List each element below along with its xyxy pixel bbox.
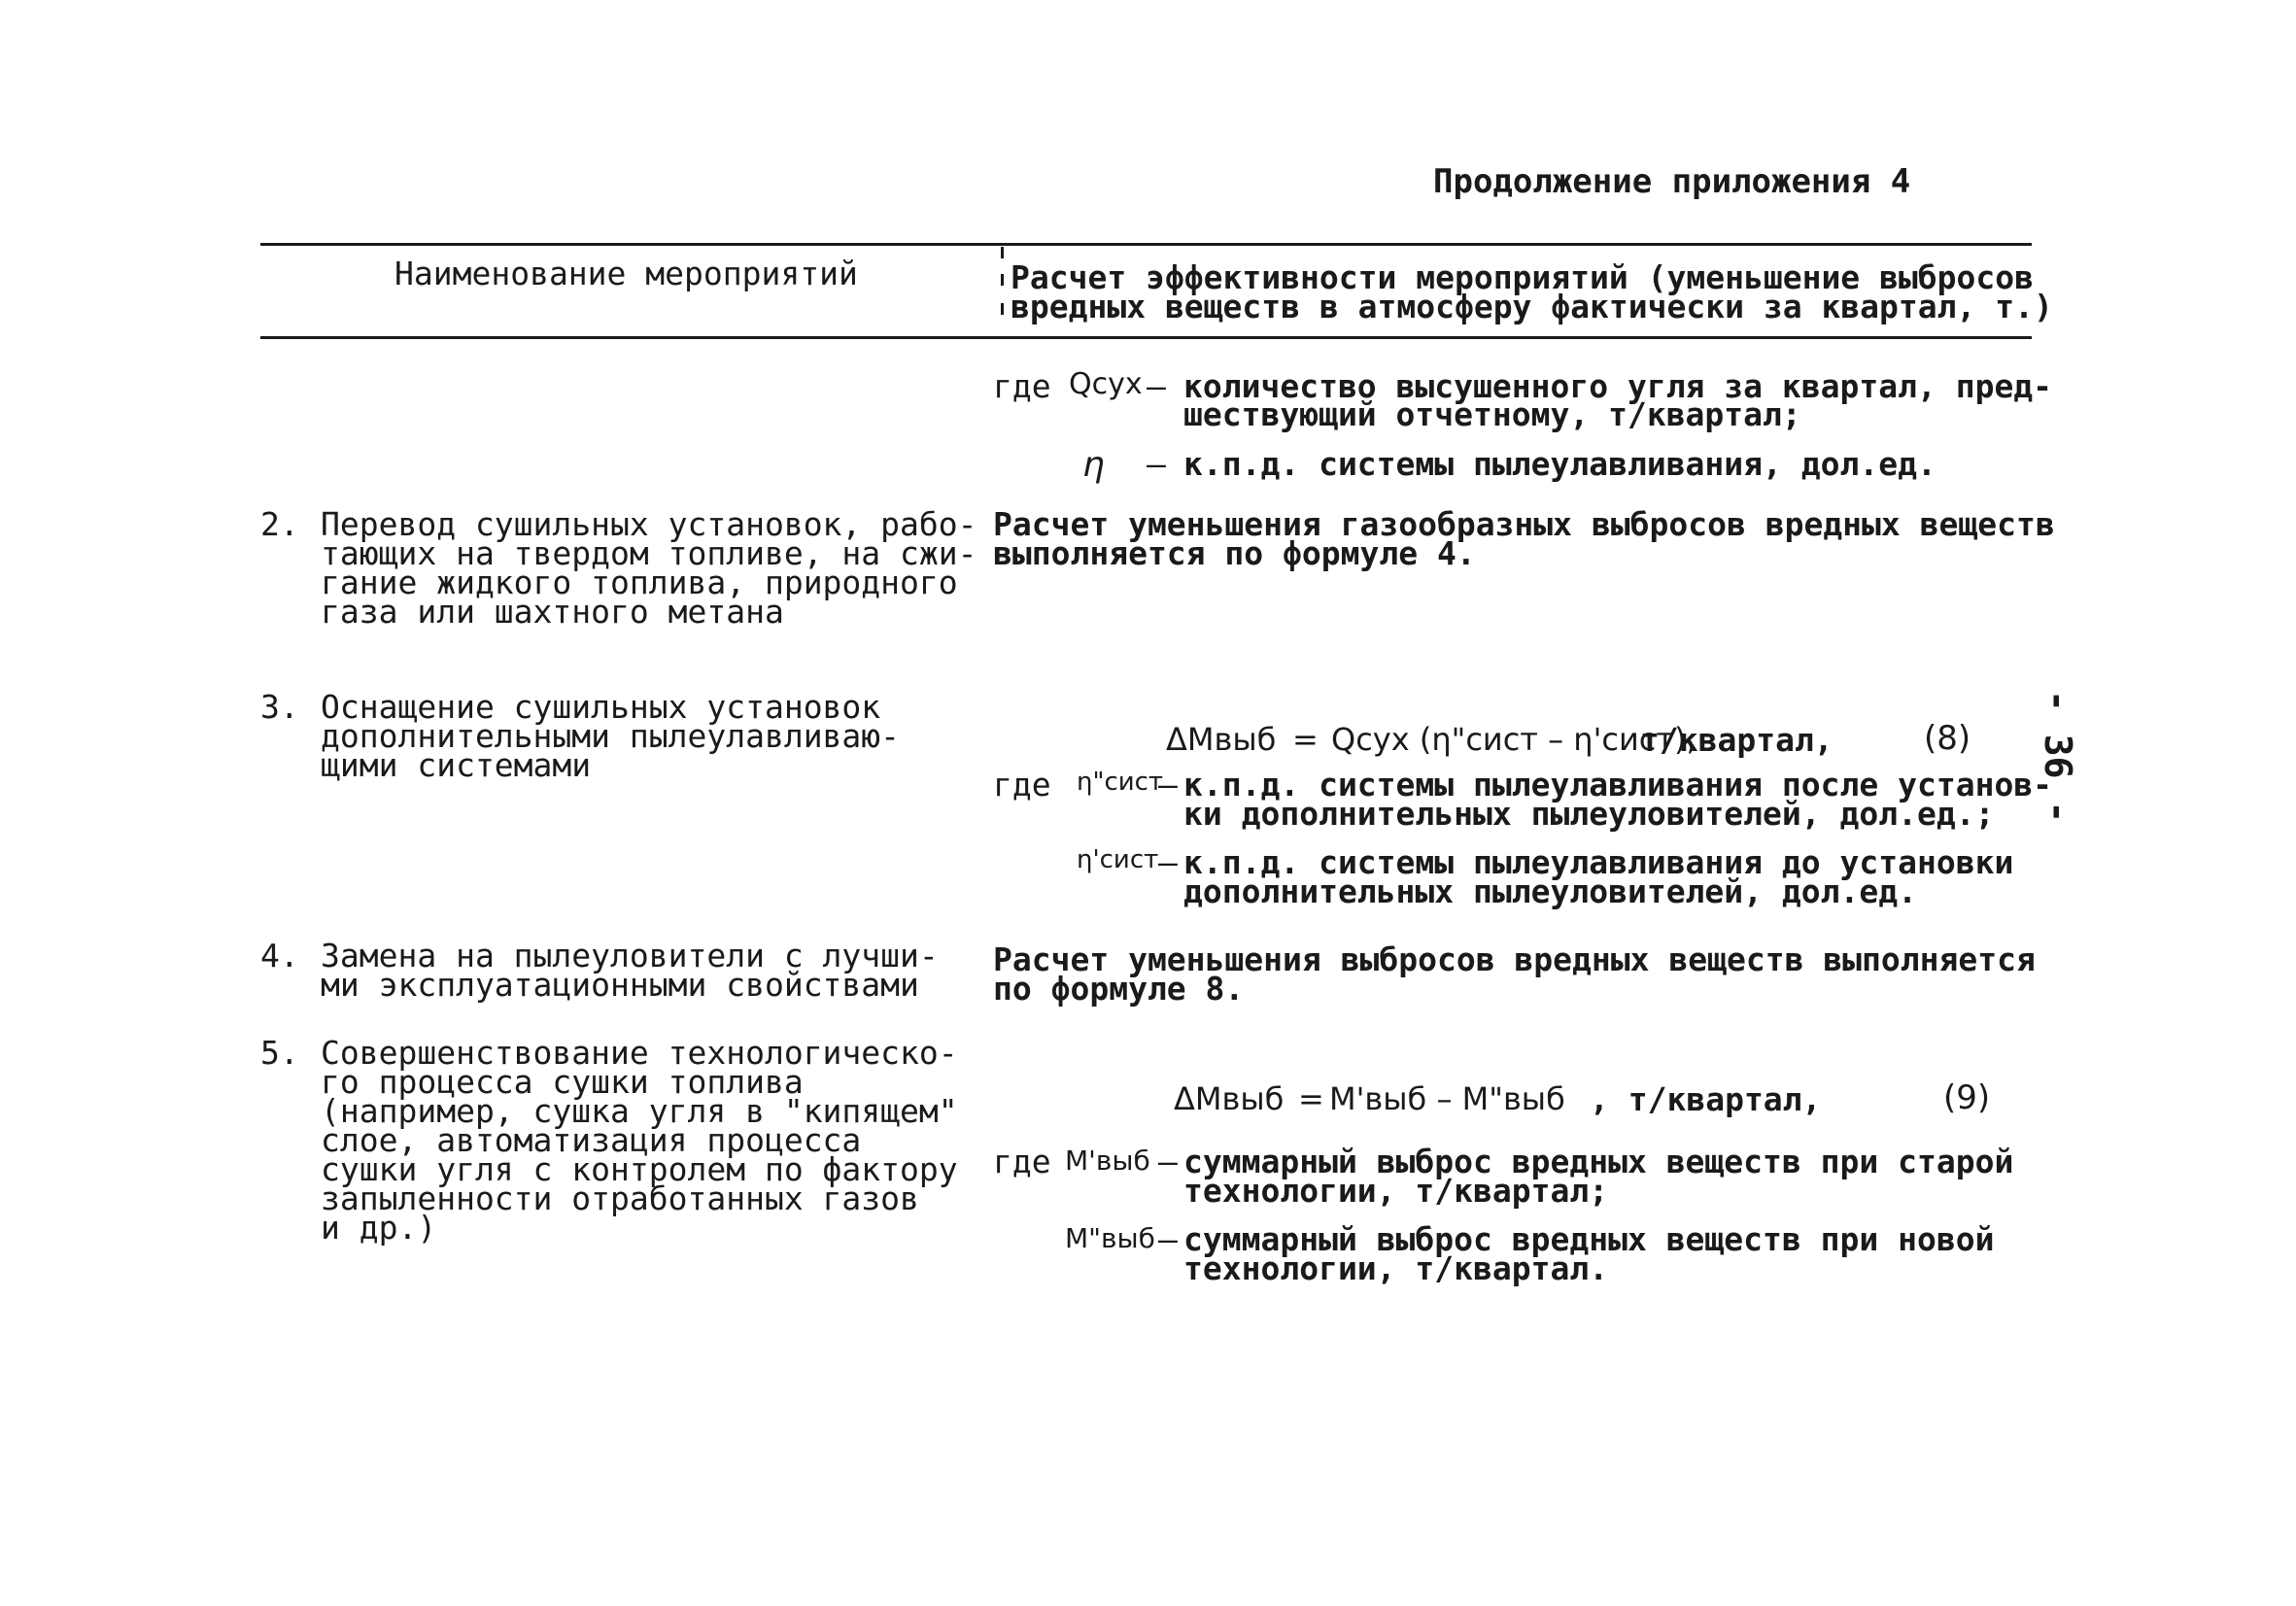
- table-header-rule: [260, 336, 2032, 339]
- row-title-line: слое, автоматизация процесса: [321, 1121, 862, 1159]
- column-divider-mark: [1001, 274, 1004, 286]
- row-title-line: запыленности отработанных газов: [321, 1179, 919, 1217]
- formula-8-lhs: ΔMвыб: [1166, 721, 1277, 758]
- formula-9-rhs: M'выб – M"выб: [1329, 1080, 1565, 1117]
- where-label: где: [993, 766, 1051, 803]
- symbol-eta: η: [1082, 445, 1105, 485]
- symbol-m-old: M'выб: [1065, 1145, 1150, 1177]
- definition-dash: –: [1158, 1220, 1178, 1258]
- definition-text-line: ки дополнительных пылеуловителей, дол.ед.;: [1183, 795, 1995, 833]
- definition-dash: –: [1147, 445, 1166, 483]
- row-title-line: Замена на пылеуловители с лучши-: [321, 937, 939, 974]
- row-title-line: Оснащение сушильных установок: [321, 688, 881, 726]
- row-number: 3.: [260, 688, 299, 726]
- definition-dash: –: [1147, 367, 1166, 405]
- symbol-eta-after: η"сист: [1077, 768, 1164, 797]
- formula-9-lhs: ΔMвыб: [1174, 1080, 1285, 1117]
- row-calc-line: выполняется по формуле 4.: [993, 534, 1476, 572]
- formula-equals: =: [1292, 721, 1319, 758]
- page-number: - 36 -: [2037, 690, 2079, 824]
- row-title-line: и др.): [321, 1209, 437, 1247]
- row-number: 5.: [260, 1034, 299, 1072]
- definition-text-line: количество высушенного угля за квартал, пред-: [1183, 367, 2053, 405]
- symbol-eta-before: η'сист: [1077, 845, 1159, 874]
- row-calc-line: Расчет уменьшения газообразных выбросов вредных веществ: [993, 505, 2055, 543]
- row-title-line: Перевод сушильных установок, рабо-: [321, 505, 977, 543]
- row-title-line: тающих на твердом топливе, на сжи-: [321, 534, 977, 572]
- definition-text-line: технологии, т/квартал;: [1183, 1172, 1609, 1210]
- definition-text-line: технологии, т/квартал.: [1183, 1249, 1609, 1287]
- definition-text-line: шествующий отчетному, т/квартал;: [1183, 395, 1801, 433]
- formula-8-number: (8): [1924, 719, 1971, 758]
- definition-text-line: к.п.д. системы пылеулавливания, дол.ед.: [1183, 445, 1936, 483]
- row-calc-line: по формуле 8.: [993, 970, 1245, 1008]
- where-label: где: [993, 367, 1051, 405]
- column-divider-mark: [1001, 247, 1004, 258]
- row-title-line: сушки угля с контролем по фактору: [321, 1150, 958, 1188]
- column-header-calc-line1: Расчет эффективности мероприятий (уменьшение выбросов: [1011, 258, 2034, 296]
- formula-8-rhs: Qсух (η"сист – η'сист),: [1331, 721, 1696, 758]
- row-title-line: Совершенствование технологическо-: [321, 1034, 958, 1072]
- row-title-line: ми эксплуатационными свойствами: [321, 966, 919, 1004]
- definition-dash: –: [1158, 1143, 1178, 1180]
- row-calc-line: Расчет уменьшения выбросов вредных веществ выполняется: [993, 940, 2036, 978]
- row-title-line: го процесса сушки топлива: [321, 1063, 804, 1101]
- symbol-q-dry: Qсух: [1069, 367, 1143, 401]
- row-title-line: дополнительными пылеулавливаю-: [321, 717, 901, 755]
- column-header-calc-line2: вредных веществ в атмосферу фактически за квартал, т.): [1011, 288, 2053, 325]
- column-header-name: Наименование мероприятий: [394, 255, 858, 292]
- definition-text-line: суммарный выброс вредных веществ при старой: [1183, 1143, 2014, 1180]
- formula-8-unit: т/квартал,: [1640, 721, 1833, 759]
- definition-dash: –: [1158, 843, 1178, 881]
- definition-text-line: к.п.д. системы пылеулавливания после установ-: [1183, 766, 2053, 803]
- row-number: 2.: [260, 505, 299, 543]
- table-top-rule: [260, 243, 2032, 246]
- page-header: Продолжение приложения 4: [1433, 162, 1911, 201]
- definition-dash: –: [1158, 766, 1178, 803]
- definition-text-line: суммарный выброс вредных веществ при новой: [1183, 1220, 1995, 1258]
- row-title-line: газа или шахтного метана: [321, 593, 784, 631]
- symbol-m-new: M"выб: [1065, 1222, 1155, 1254]
- column-divider-mark: [1001, 303, 1004, 315]
- where-label: где: [993, 1143, 1051, 1180]
- definition-text-line: к.п.д. системы пылеулавливания до установки: [1183, 843, 2014, 881]
- row-number: 4.: [260, 937, 299, 974]
- row-title-line: щими системами: [321, 746, 592, 784]
- row-title-line: (например, сушка угля в "кипящем": [321, 1092, 958, 1130]
- definition-text-line: дополнительных пылеуловителей, дол.ед.: [1183, 872, 1917, 910]
- formula-equals: =: [1298, 1080, 1324, 1117]
- formula-9-number: (9): [1943, 1078, 1991, 1117]
- formula-9-unit: , т/квартал,: [1590, 1080, 1822, 1118]
- row-title-line: гание жидкого топлива, природного: [321, 564, 958, 601]
